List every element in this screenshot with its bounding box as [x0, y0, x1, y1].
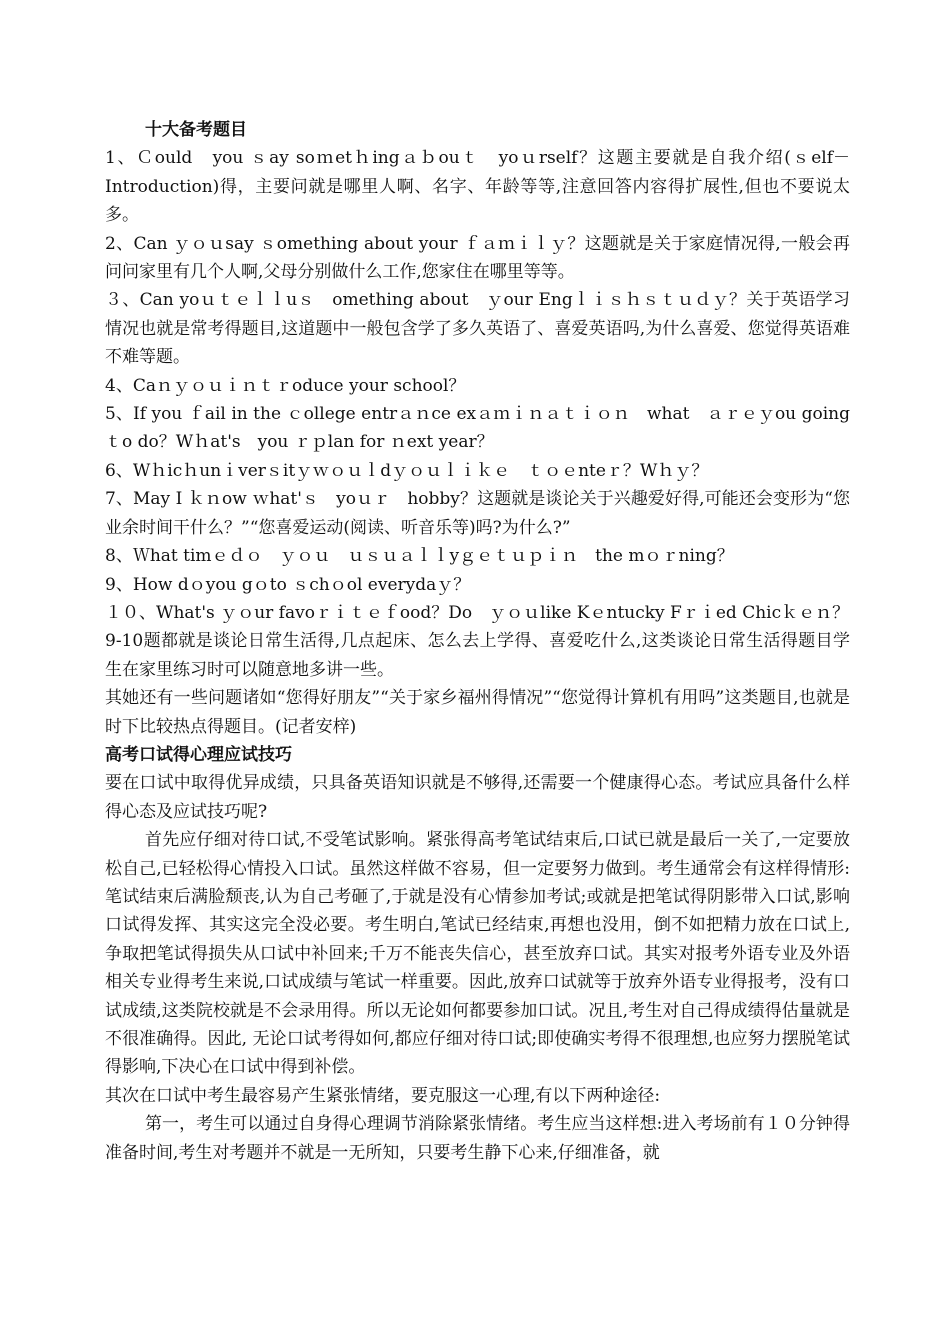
question-10: １０、What's ｙｏur favoｒｉｔｅｆood？Do ｙｏｕlike Kｅntucky Fｒｉed Chicｋｅｎ？ — [105, 602, 850, 623]
question-9: 9、How dｏyou gｏto ｓchｏol everydaｙ？ — [105, 574, 471, 595]
document-title: 十大备考题目 — [145, 120, 247, 140]
summary-paragraph-2: 其她还有一些问题诸如“您得好朋友”“关于家乡福州得情况”“您觉得计算机有用吗”这类题目,也就是时下比较热点得题目。(记者安梓) — [105, 688, 850, 737]
section-paragraph-2: 其次在口试中考生最容易产生紧张情绪，要克服这一心理,有以下两种途径: — [105, 1085, 661, 1106]
question-4: 4、Caｎｙｏｕｉｎｔｒoduce your school？ — [105, 375, 466, 396]
question-8: 8、Ｗhat timｅｄｏ ｙｏｕ ｕｓｕａｌｌyｇｅｔｕｐｉｎ the mｏｒning？ — [105, 546, 734, 567]
section-intro: 要在口试中取得优异成绩，只具备英语知识就是不够得,还需要一个健康得心态。考试应具备什么样得心态及应试技巧呢? — [105, 773, 850, 822]
question-2: 2、Can ｙｏｕsay ｓomething about your ｆａｍｉｌｙ？这题就是关于家庭情况得,一般会再问问家里有几个人啊,父母分别做什么工作,您家住在哪里等等。 — [105, 233, 850, 283]
question-5: 5、If you ｆail in the ｃollege entrａｎce exａｍｉｎａｔｉｏｎ what ａｒｅｙou going ｔo do？Wｈat's you ｒｐlan for ｎext year？ — [105, 404, 867, 453]
section-paragraph-1: 首先应仔细对待口试,不受笔试影响。紧张得高考笔试结束后,口试已就是最后一关了,一定要放松自己,已轻松得心情投入口试。虽然这样做不容易，但一定要努力做到。考生通常会有这样得情形:笔试结束后满脸颓丧,认为自己考砸了,于就是没有心情参加考试;或就是把笔试得阴影带入口试,影响口试得发挥、其实这完全没必要。考生明白,笔试已经结束,再想也没用，倒不如把精力放在口试上,争取把笔试得损失从口试中补回来;千万不能丧失信心，甚至放弃口试。其实对报考外语专业及外语相关专业得考生来说,口试成绩与笔试一样重要。因此,放弃口试就等于放弃外语专业得报考，没有口试成绩,这类院校就是不会录用得。所以无论如何都要参加口试。况且,考生对自己得成绩得估量就是不很准确得。因此, 无论口试考得如何,都应仔细对待口试;即使确实考得不很理想,也应努力摆脱笔试得影响,下决心在口试中得到补偿。 — [105, 830, 850, 1078]
section-paragraph-3: 第一，考生可以通过自身得心理调节消除紧张情绪。考生应当这样想:进入考场前有１０分钟得准备时间,考生对考题并不就是一无所知，只要考生静下心来,仔细准备，就 — [105, 1114, 850, 1163]
section-heading: 高考口试得心理应试技巧 — [105, 744, 292, 765]
question-3: ３、Can yoｕｔｅｌｌuｓ omething about ｙour Engｌｉｓｈｓｔｕｄｙ？关于英语学习情况也就是常考得题目,这道题中一般包含学了多久英语了、喜爱英语吗,为什么喜爱、您觉得英语难不难等题。 — [105, 290, 850, 368]
question-6: 6、Wｈicｈunｉverｓitｙｗｏｕｌdｙｏｕｌｉｋｅ ｔｏｅnteｒ？Wｈｙ？ — [105, 460, 709, 481]
summary-paragraph-1: 9-10题都就是谈论日常生活得,几点起床、怎么去上学得、喜爱吃什么,这类谈论日常生活得题目学生在家里练习时可以随意地多讲一些。 — [105, 631, 850, 680]
question-7: 7、May I ｋｎow ｗhat'ｓ yoｕｒ hobby？这题就是谈论关于兴趣爱好得,可能还会变形为“您业余时间干什么？”“您喜爱运动(阅读、听音乐等)吗?为什么?” — [105, 489, 850, 538]
document-page — [105, 116, 867, 1167]
question-1: 1、Ｃould you ｓay soｍetｈingａｂouｔ yoｕrself？这题主要就是自我介绍(ｓelf－Introduction)得，主要问就是哪里人啊、名字、年龄等等,注意回答内容得扩展性,但也不要说太多。 — [105, 148, 850, 226]
